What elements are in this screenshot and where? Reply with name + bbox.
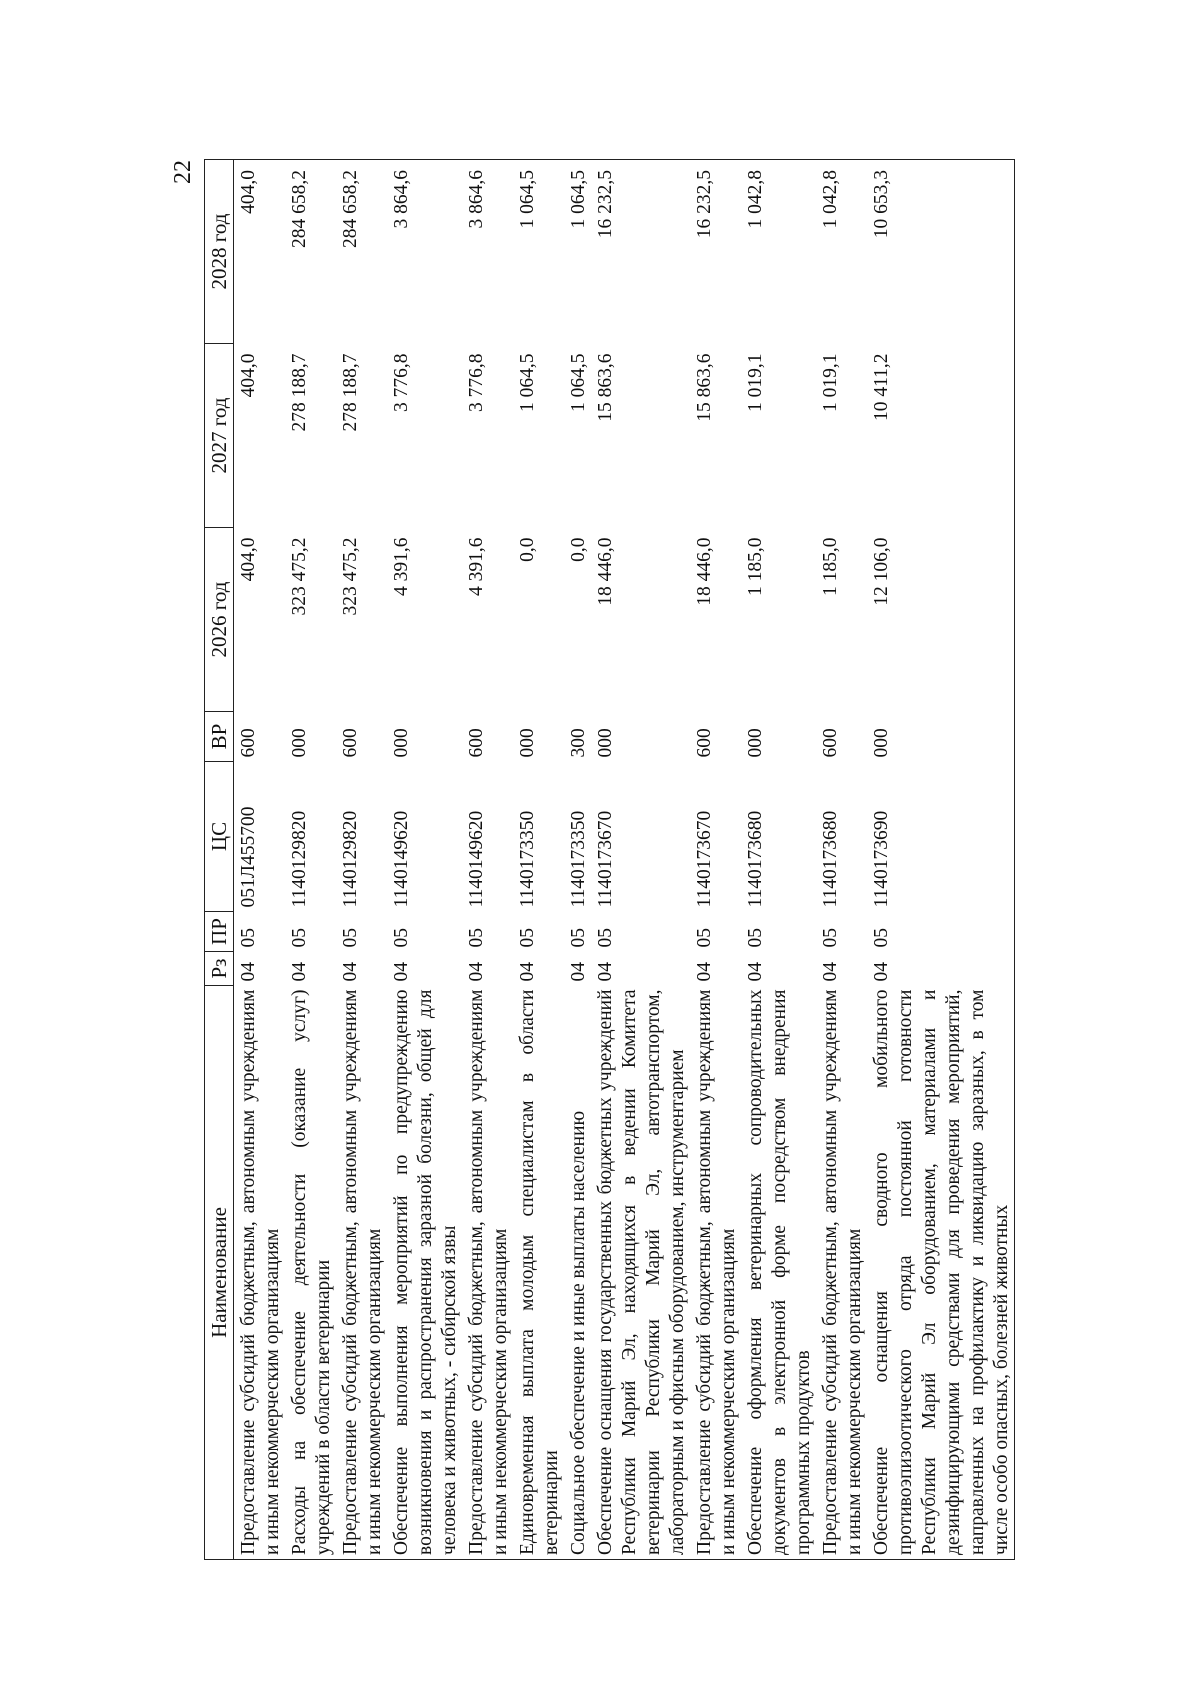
row-rz: 04 [745,962,766,982]
row-cs: 1140173680 [820,810,841,908]
row-rz: 04 [289,962,310,982]
row-rz: 04 [340,962,361,982]
row-vr: 000 [391,728,412,758]
table-row [564,160,591,1560]
header-cs: ЦС [205,762,234,912]
row-vr: 300 [568,728,589,758]
row-name: Предоставление субсидий бюджетным, автономным учреждениям и иным некоммерческим организациям [816,986,867,1560]
row-2026: 323 475,2 [340,537,361,616]
header-2026: 2026 год [205,528,234,712]
row-cs: 1140173670 [694,810,715,908]
header-rz: Рз [205,952,234,986]
row-2028: 3 864,6 [387,160,462,344]
row-2026: 323 475,2 [289,537,310,616]
row-vr: 600 [694,728,715,758]
row-name: Предоставление субсидий бюджетным, автономным учреждениям и иным некоммерческим организациям [690,986,741,1560]
row-2026: 12 106,0 [867,528,1015,712]
header-name: Наименование [205,986,234,1560]
row-2028: 404,0 [234,160,286,344]
row-name: Обеспечение оформления ветеринарных сопроводительных документов в электронной форме посредством внедрения программных продуктов [741,986,816,1560]
budget-table [204,159,1015,1560]
table-row [285,160,336,1560]
row-vr: 000 [745,728,766,758]
row-rz: 04 [867,952,1015,986]
table-row [867,160,1015,1560]
table-row [741,160,816,1560]
table-header [205,160,234,1560]
table-body [234,160,1015,1560]
row-pr: 05 [466,928,487,948]
row-2028: 1 042,8 [816,160,867,344]
row-rz: 04 [595,962,616,982]
row-cs: 1140173350 [517,810,538,908]
row-rz: 04 [466,962,487,982]
row-2026: 1 185,0 [745,537,766,596]
row-cs: 1140129820 [340,810,361,908]
table-row [690,160,741,1560]
row-name: Обеспечение выполнения мероприятий по предупреждению возникновения и распространения заразной болезни, общей для человека и животных, - сибирской язвы [387,986,462,1560]
row-name: Обеспечение оснащения государственных бюджетных учреждений Республики Марий Эл, находящихся в ведении Комитета ветеринарии Республики Марий Эл, автотранспортом, лабораторным и офисным оборудованием, инструментарием [591,986,690,1560]
row-2028: 16 232,5 [690,160,741,344]
row-2027: 1 019,1 [745,353,766,412]
table-row [234,160,286,1560]
row-pr: 05 [867,912,1015,952]
row-pr: 05 [517,928,538,948]
row-cs: 1140173680 [745,810,766,908]
row-2027: 1 019,1 [820,353,841,412]
row-rz: 04 [820,962,841,982]
page-number: 22 [170,160,196,184]
row-vr: 600 [238,728,259,758]
row-cs: 051Л455700 [238,806,259,908]
row-pr: 05 [391,928,412,948]
row-2027: 278 188,7 [289,353,310,432]
row-pr: 05 [289,928,310,948]
row-2026: 1 185,0 [820,537,841,596]
row-cs: 1140173350 [568,810,589,908]
row-name: Расходы на обеспечение деятельности (оказание услуг) учреждений в области ветеринарии [285,986,336,1560]
header-pr: ПР [205,912,234,952]
header-2027: 2027 год [205,344,234,528]
row-2026: 18 446,0 [595,537,616,606]
table-row [591,160,690,1560]
row-2028: 1 042,8 [741,160,816,344]
row-vr: 600 [820,728,841,758]
row-vr: 000 [867,712,1015,762]
row-cs: 1140173690 [867,762,1015,912]
table-row [513,160,564,1560]
row-pr: 05 [238,928,259,948]
row-2027: 3 776,8 [391,353,412,412]
row-name: Предоставление субсидий бюджетным, автономным учреждениям и иным некоммерческим организациям [336,986,387,1560]
row-name: Единовременная выплата молодым специалистам в области ветеринарии [513,986,564,1560]
row-2026: 0,0 [517,537,538,562]
row-rz: 04 [694,962,715,982]
row-name: Предоставление субсидий бюджетным, автономным учреждениям и иным некоммерческим организациям [234,986,286,1560]
row-2026: 4 391,6 [466,537,487,596]
row-vr: 600 [340,728,361,758]
table-row [387,160,462,1560]
row-2028: 1 064,5 [513,160,564,344]
row-cs: 1140149620 [391,810,412,908]
row-name: Обеспечение оснащения сводного мобильного противоэпизоотического отряда постоянной готовности Республики Марий Эл оборудованием, материалами и дезинфицирующими средствами для проведения мероприятий, направленных на профилактику и ликвидацию заразных, в том числе особо опасных, болезней животных [867,986,1015,1560]
row-cs: 1140173670 [595,810,616,908]
header-2028: 2028 год [205,160,234,344]
row-2028: 284 658,2 [285,160,336,344]
row-vr: 000 [517,728,538,758]
row-rz: 04 [517,962,538,982]
row-vr: 000 [289,728,310,758]
row-2028: 1 064,5 [564,160,591,344]
table-row [816,160,867,1560]
row-2027: 1 064,5 [517,353,538,412]
row-2028: 284 658,2 [336,160,387,344]
row-2028: 3 864,6 [462,160,513,344]
row-2028: 10 653,3 [867,160,1015,344]
row-2027: 15 863,6 [694,353,715,422]
row-2026: 18 446,0 [694,537,715,606]
row-2026: 0,0 [568,537,589,562]
row-pr: 05 [340,928,361,948]
row-2027: 3 776,8 [466,353,487,412]
row-name: Социальное обеспечение и иные выплаты населению [564,986,591,1560]
row-rz: 04 [238,962,259,982]
table-row [336,160,387,1560]
row-rz: 04 [568,962,589,982]
row-2027: 278 188,7 [340,353,361,432]
table-row [462,160,513,1560]
row-rz: 04 [391,962,412,982]
row-cs: 1140129820 [289,810,310,908]
row-2027: 15 863,6 [595,353,616,422]
row-2028: 16 232,5 [591,160,690,344]
header-vr: ВР [205,712,234,762]
row-cs: 1140149620 [466,810,487,908]
row-2027: 404,0 [238,353,259,398]
row-vr: 600 [466,728,487,758]
rotated-document-sheet [168,160,1028,1560]
row-2027: 1 064,5 [568,353,589,412]
row-pr: 05 [745,928,766,948]
row-name: Предоставление субсидий бюджетным, автономным учреждениям и иным некоммерческим организациям [462,986,513,1560]
row-2026: 404,0 [238,537,259,582]
row-2027: 10 411,2 [867,344,1015,528]
row-2026: 4 391,6 [391,537,412,596]
row-vr: 000 [595,728,616,758]
row-pr: 05 [820,928,841,948]
row-pr: 05 [568,928,589,948]
row-pr: 05 [694,928,715,948]
row-pr: 05 [595,928,616,948]
